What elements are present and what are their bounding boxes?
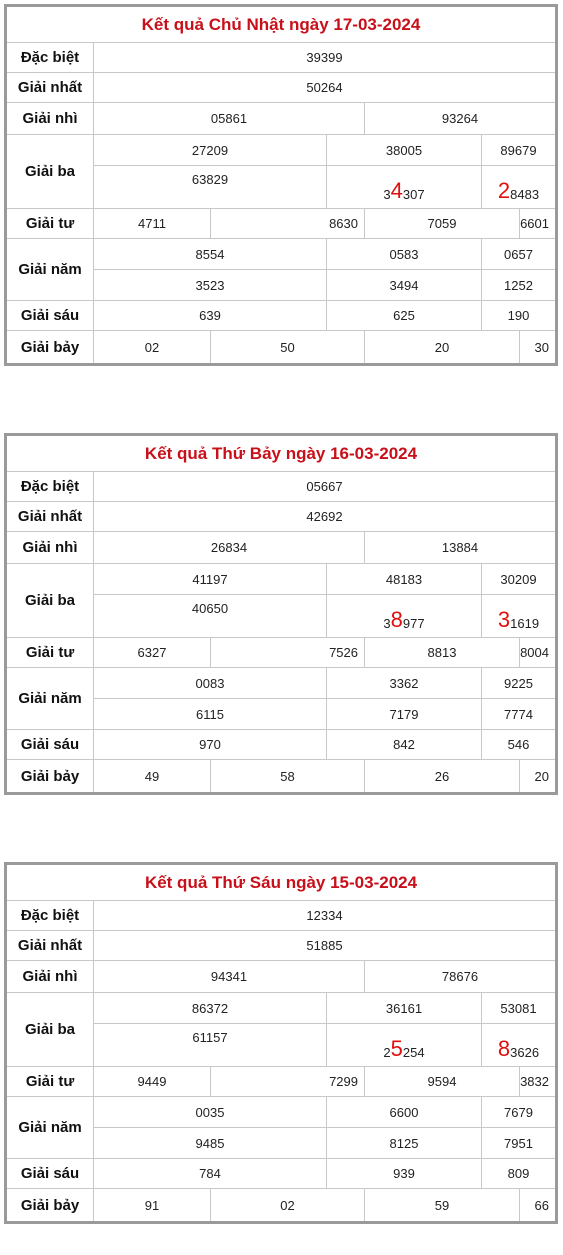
- prize-value: 1252: [481, 270, 555, 300]
- row-giai-nam: [7, 239, 555, 301]
- result-table: [4, 433, 558, 795]
- prize-value: 20: [364, 331, 519, 363]
- row-giai-nam: [7, 668, 555, 730]
- row-giai-nhat: [7, 502, 555, 532]
- highlight-digit: 5: [390, 1036, 403, 1061]
- prize-value: 38005: [326, 135, 481, 165]
- prize-value: 939: [326, 1159, 481, 1188]
- label-giai-nhat: Giải nhất: [7, 931, 94, 960]
- prize-value: 0583: [326, 239, 481, 269]
- prize-value: 6115: [196, 706, 224, 722]
- label-giai-ba: Giải ba: [7, 564, 94, 637]
- prize-value: 66: [519, 1189, 555, 1221]
- label-giai-sau: Giải sáu: [7, 301, 94, 330]
- label-giai-sau: Giải sáu: [7, 1159, 94, 1188]
- label-giai-bay: Giải bảy: [7, 1189, 94, 1221]
- prize-value: 05667: [306, 479, 343, 494]
- prize-value: 7179: [326, 699, 481, 729]
- prize-value: 63829: [191, 172, 229, 187]
- prize-value: 4711: [138, 216, 166, 231]
- prize-value: 48183: [326, 564, 481, 594]
- digit-prefix: 2: [383, 1045, 391, 1060]
- prize-value: 6327: [137, 645, 167, 660]
- highlight-digit: 8: [497, 1036, 511, 1061]
- prize-value: 49: [144, 768, 160, 784]
- prize-value-highlight: [326, 595, 481, 637]
- prize-value: 3494: [326, 270, 481, 300]
- digit-prefix: 3: [383, 187, 391, 202]
- prize-value: 8813: [364, 638, 519, 667]
- prize-value: 94341: [210, 969, 248, 984]
- row-giai-bay: [7, 1189, 555, 1221]
- prize-value: 0035: [195, 1104, 225, 1120]
- row-giai-ba: [7, 564, 555, 638]
- prize-value: 7951: [481, 1128, 555, 1158]
- prize-value: 7299: [210, 1067, 364, 1096]
- digit-prefix: 3: [383, 616, 391, 631]
- prize-value: 6601: [519, 209, 555, 238]
- prize-value: 05861: [210, 111, 248, 126]
- label-giai-nam: Giải năm: [7, 1097, 94, 1158]
- row-giai-tu: [7, 638, 555, 668]
- label-giai-ba: Giải ba: [7, 135, 94, 208]
- row-dac-biet: [7, 43, 555, 73]
- label-giai-tu: Giải tư: [7, 209, 94, 238]
- prize-value: 39399: [306, 50, 343, 65]
- prize-value: 42692: [306, 509, 343, 524]
- prize-value: 26834: [210, 540, 248, 555]
- prize-value: 12334: [306, 908, 343, 923]
- row-giai-bay: [7, 331, 555, 363]
- row-giai-tu: [7, 1067, 555, 1097]
- prize-value: 9485: [195, 1135, 225, 1151]
- prize-value: 7059: [364, 209, 519, 238]
- digit-suffix: 977: [402, 616, 425, 631]
- row-dac-biet: [7, 901, 555, 931]
- prize-value: 61157: [192, 1030, 228, 1045]
- label-giai-nam: Giải năm: [7, 239, 94, 300]
- result-title[interactable]: Kết quả Thứ Bảy ngày 16-03-2024: [7, 436, 555, 472]
- prize-value: 59: [364, 1189, 519, 1221]
- prize-value: 3832: [519, 1067, 555, 1096]
- row-giai-nhi: [7, 532, 555, 564]
- row-giai-ba: [7, 993, 555, 1067]
- prize-value: 8554: [195, 246, 225, 262]
- prize-value: 78676: [364, 961, 555, 992]
- result-table: [4, 4, 558, 366]
- prize-value: 8630: [210, 209, 364, 238]
- prize-value: 7679: [481, 1097, 555, 1127]
- label-giai-nhi: Giải nhì: [7, 532, 94, 563]
- label-giai-nhi: Giải nhì: [7, 103, 94, 134]
- prize-value: 970: [199, 737, 221, 752]
- label-dac-biet: Đặc biệt: [7, 43, 94, 72]
- row-giai-tu: [7, 209, 555, 239]
- prize-value: 50: [210, 331, 364, 363]
- label-giai-sau: Giải sáu: [7, 730, 94, 759]
- highlight-digit: 3: [497, 607, 511, 632]
- prize-value: 50264: [306, 80, 343, 95]
- label-giai-tu: Giải tư: [7, 638, 94, 667]
- prize-value: 36161: [326, 993, 481, 1023]
- label-giai-nhat: Giải nhất: [7, 73, 94, 102]
- digit-suffix: 254: [402, 1045, 425, 1060]
- prize-value: 639: [199, 308, 221, 323]
- prize-value-highlight: [326, 166, 481, 208]
- label-giai-bay: Giải bảy: [7, 760, 94, 792]
- prize-value: 58: [210, 760, 364, 792]
- prize-value: 27209: [191, 142, 229, 158]
- row-giai-nam: [7, 1097, 555, 1159]
- result-title[interactable]: Kết quả Thứ Sáu ngày 15-03-2024: [7, 865, 555, 901]
- prize-value: 53081: [481, 993, 555, 1023]
- highlight-digit: 8: [390, 607, 403, 632]
- prize-value: 13884: [364, 532, 555, 563]
- prize-value: 0083: [195, 675, 225, 691]
- highlight-digit: 2: [497, 178, 511, 203]
- prize-value: 7526: [210, 638, 364, 667]
- prize-value: 93264: [364, 103, 555, 134]
- label-giai-ba: Giải ba: [7, 993, 94, 1066]
- row-giai-nhat: [7, 931, 555, 961]
- prize-value: 89679: [481, 135, 555, 165]
- prize-value: 02: [210, 1189, 364, 1221]
- digit-suffix: 307: [402, 187, 425, 202]
- label-giai-tu: Giải tư: [7, 1067, 94, 1096]
- label-giai-nhat: Giải nhất: [7, 502, 94, 531]
- label-giai-nhi: Giải nhì: [7, 961, 94, 992]
- prize-value-highlight: [481, 166, 555, 208]
- prize-value: 190: [481, 301, 555, 330]
- digit-suffix: 1619: [510, 616, 540, 631]
- label-giai-nam: Giải năm: [7, 668, 94, 729]
- digit-suffix: 3626: [510, 1045, 540, 1060]
- prize-value: 9594: [364, 1067, 519, 1096]
- prize-value: 20: [519, 760, 555, 792]
- row-giai-nhat: [7, 73, 555, 103]
- prize-value: 30209: [481, 564, 555, 594]
- prize-value: 8004: [519, 638, 555, 667]
- prize-value: 842: [326, 730, 481, 759]
- label-dac-biet: Đặc biệt: [7, 901, 94, 930]
- prize-value: 91: [144, 1197, 160, 1213]
- prize-value: 784: [199, 1166, 221, 1181]
- prize-value-highlight: [481, 595, 555, 637]
- prize-value: 3362: [326, 668, 481, 698]
- row-giai-nhi: [7, 961, 555, 993]
- prize-value: 86372: [191, 1000, 229, 1016]
- prize-value-highlight: [326, 1024, 481, 1066]
- row-giai-bay: [7, 760, 555, 792]
- prize-value: 0657: [481, 239, 555, 269]
- row-giai-sau: [7, 1159, 555, 1189]
- row-giai-nhi: [7, 103, 555, 135]
- prize-value: 02: [144, 339, 160, 355]
- prize-value: 9225: [481, 668, 555, 698]
- prize-value: 625: [326, 301, 481, 330]
- prize-value: 9449: [137, 1074, 167, 1089]
- prize-value: 7774: [481, 699, 555, 729]
- prize-value: 26: [364, 760, 519, 792]
- prize-value: 30: [519, 331, 555, 363]
- row-giai-ba: [7, 135, 555, 209]
- prize-value: 546: [481, 730, 555, 759]
- prize-value: 809: [481, 1159, 555, 1188]
- row-dac-biet: [7, 472, 555, 502]
- label-dac-biet: Đặc biệt: [7, 472, 94, 501]
- prize-value: 51885: [306, 938, 343, 953]
- result-table: [4, 862, 558, 1224]
- highlight-digit: 4: [390, 178, 403, 203]
- prize-value: 6600: [326, 1097, 481, 1127]
- prize-value: 8125: [326, 1128, 481, 1158]
- prize-value: 3523: [195, 277, 225, 293]
- prize-value-highlight: [481, 1024, 555, 1066]
- prize-value: 40650: [191, 601, 229, 616]
- prize-value: 41197: [192, 571, 228, 587]
- row-giai-sau: [7, 730, 555, 760]
- row-giai-sau: [7, 301, 555, 331]
- result-title[interactable]: Kết quả Chủ Nhật ngày 17-03-2024: [7, 7, 555, 43]
- digit-suffix: 8483: [510, 187, 540, 202]
- label-giai-bay: Giải bảy: [7, 331, 94, 363]
